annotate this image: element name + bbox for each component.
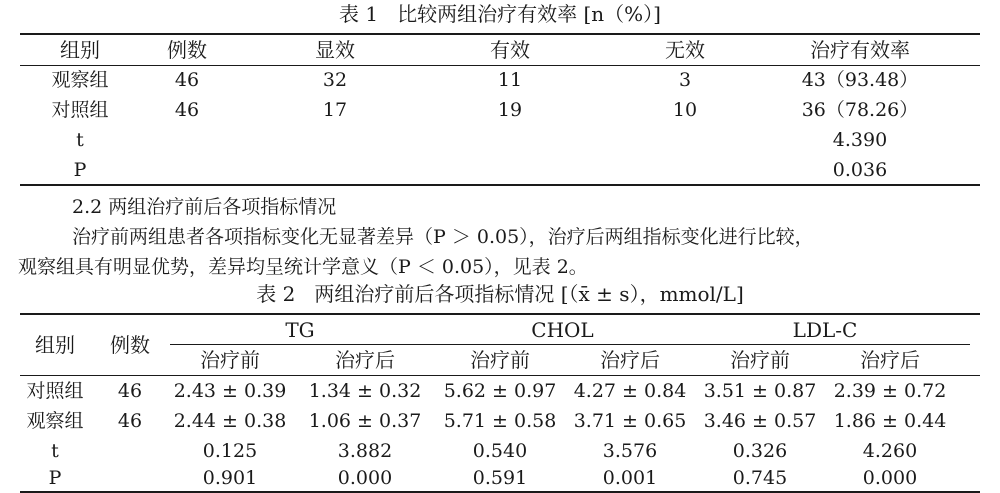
table2-cell: 2.43 ± 0.39 xyxy=(173,380,287,402)
section-paragraph-line: 观察组具有明显优势，差异均呈统计学意义（P ＜ 0.05），见表 2。 xyxy=(18,256,588,278)
table2-cell: 46 xyxy=(117,380,143,402)
section-paragraph-line: 治疗前两组患者各项指标变化无显著差异（P ＞ 0.05），治疗后两组指标变化进行比较， xyxy=(72,226,814,248)
table1-cell: 3 xyxy=(678,69,692,91)
table2-group-header: 组别 xyxy=(35,333,75,357)
table2-caption: 表 2 两组治疗前后各项指标情况 [（x̄ ± s），mmol/L] xyxy=(256,282,744,306)
table1-header-cell: 无效 xyxy=(665,38,705,62)
table1-header-cell: 显效 xyxy=(315,38,355,62)
table1-header-cell: 组别 xyxy=(60,38,100,62)
table2-cell: 3.46 ± 0.57 xyxy=(703,410,817,432)
table1-cell: 0.036 xyxy=(832,159,888,181)
table1-header-row xyxy=(0,35,1000,65)
table2-count-header: 例数 xyxy=(110,333,150,357)
table2-cell: 观察组 xyxy=(26,410,84,432)
table2-cell: 1.86 ± 0.44 xyxy=(833,410,947,432)
table2-subheader: 治疗后 xyxy=(600,348,660,372)
table1-cell: 46 xyxy=(174,69,200,91)
table1-cell: 17 xyxy=(322,99,348,121)
table-row xyxy=(0,65,1000,95)
table2-cell: 3.51 ± 0.87 xyxy=(703,380,817,402)
table2-cell: 0.000 xyxy=(337,467,393,489)
table2-cell: 对照组 xyxy=(26,380,84,402)
table1-cell: 43（93.48） xyxy=(801,69,919,91)
table2-cell: 5.71 ± 0.58 xyxy=(443,410,557,432)
table2-cell: 46 xyxy=(117,410,143,432)
table1-cell: P xyxy=(73,159,87,181)
table2-cell: 0.591 xyxy=(472,467,528,489)
table2-cell: 4.27 ± 0.84 xyxy=(573,380,687,402)
table2-cell: 0.000 xyxy=(862,467,918,489)
table-row xyxy=(0,376,1000,406)
table2-subheader: 治疗前 xyxy=(200,348,260,372)
table2-subheader: 治疗后 xyxy=(860,348,920,372)
table1-cell: 11 xyxy=(497,69,523,91)
table1-cell: 10 xyxy=(672,99,698,121)
table2-cell: 1.06 ± 0.37 xyxy=(308,410,422,432)
table1-cell: 观察组 xyxy=(51,69,109,91)
table2-cell: 0.901 xyxy=(202,467,258,489)
table1-cell: 对照组 xyxy=(51,99,109,121)
table2-cell: 3.882 xyxy=(337,440,393,462)
table2-cell: 3.576 xyxy=(602,440,658,462)
table1-header-cell: 治疗有效率 xyxy=(810,38,910,62)
table2-subheader: 治疗前 xyxy=(470,348,530,372)
table1-cell: t xyxy=(76,129,84,151)
table2-cell: 0.540 xyxy=(472,440,528,462)
table1-cell: 36（78.26） xyxy=(801,99,919,121)
table-row xyxy=(0,95,1000,125)
table2-cell: 0.745 xyxy=(732,467,788,489)
table2-cell: t xyxy=(51,440,59,462)
table1-cell: 46 xyxy=(174,99,200,121)
table-row xyxy=(0,125,1000,155)
table2-cell: P xyxy=(48,467,62,489)
table2-subheader: 治疗前 xyxy=(730,348,790,372)
table2-cell: 0.001 xyxy=(602,467,658,489)
table2-subheader: 治疗后 xyxy=(335,348,395,372)
table2-cell: 0.326 xyxy=(732,440,788,462)
table2-metric-header: LDL-C xyxy=(792,318,858,342)
table1-header-cell: 例数 xyxy=(167,38,207,62)
table1-cell: 4.390 xyxy=(832,129,888,151)
table2-cell: 5.62 ± 0.97 xyxy=(443,380,557,402)
table1-header-cell: 有效 xyxy=(490,38,530,62)
table2-cell: 2.39 ± 0.72 xyxy=(833,380,947,402)
table2-cell: 4.260 xyxy=(862,440,918,462)
table-row xyxy=(0,463,1000,493)
table2-cell: 2.44 ± 0.38 xyxy=(173,410,287,432)
section-heading: 2.2 两组治疗前后各项指标情况 xyxy=(72,196,337,218)
table2-cell: 3.71 ± 0.65 xyxy=(573,410,687,432)
table2-metric-header: CHOL xyxy=(531,318,594,342)
table2-cell: 1.34 ± 0.32 xyxy=(308,380,422,402)
table1-caption: 表 1 比较两组治疗有效率 [n（%）] xyxy=(338,2,661,26)
table2-metric-header: TG xyxy=(285,318,315,342)
table-row xyxy=(0,155,1000,185)
table1-bottom-rule xyxy=(20,184,980,186)
table1-cell: 19 xyxy=(497,99,523,121)
table-row xyxy=(0,436,1000,466)
table2-subheader-row xyxy=(0,345,1000,375)
table-row xyxy=(0,406,1000,436)
table1-cell: 32 xyxy=(322,69,348,91)
table2-cell: 0.125 xyxy=(202,440,258,462)
